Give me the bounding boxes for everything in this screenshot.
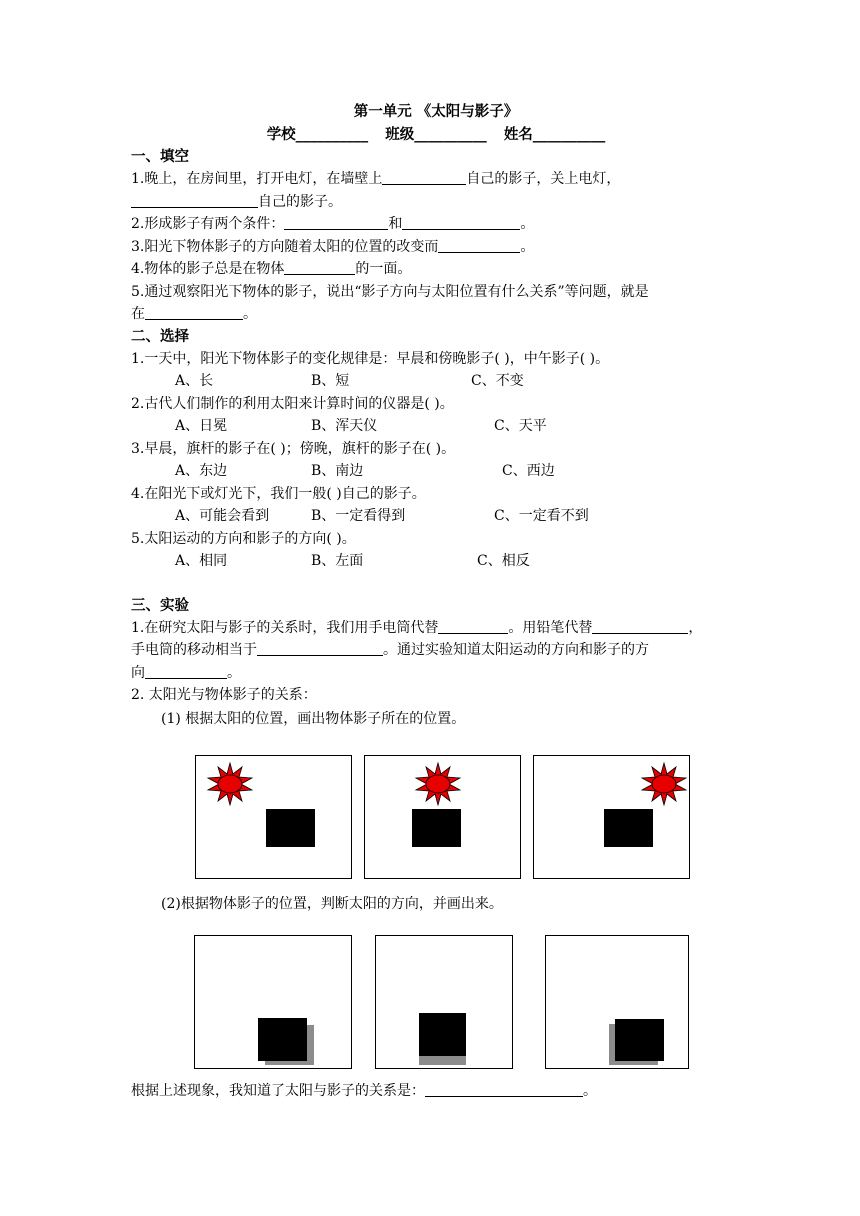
spacer	[131, 573, 741, 595]
fill-q3-text: 3.阳光下物体影子的方向随着太阳的位置的改变而	[131, 238, 439, 255]
blank	[425, 1082, 583, 1097]
exp-q1-text: 1.在研究太阳与影子的关系时，我们用手电筒代替	[131, 619, 439, 636]
exp-q1-line1	[131, 617, 741, 640]
choice-q5-options	[131, 550, 741, 573]
fill-q3	[131, 236, 741, 259]
exp-q2: 2. 太阳光与物体影子的关系：	[131, 687, 317, 703]
class-field: 班级__________	[385, 126, 487, 143]
option: A、可能会看到	[175, 508, 270, 524]
choice-q4: 4.在阳光下或灯光下，我们一般( )自己的影子。	[131, 485, 426, 502]
fill-q1-text: 1.晚上，在房间里，打开电灯，在墙壁上	[131, 171, 383, 187]
conclusion-line	[131, 1080, 597, 1102]
object-block	[258, 1018, 307, 1061]
blank	[284, 260, 355, 275]
exp-q1-text: ，	[688, 619, 703, 636]
blank	[284, 215, 388, 230]
fill-q4-text: 的一面。	[355, 261, 412, 277]
option: A、日冕	[175, 418, 228, 434]
option: B、左面	[311, 553, 364, 569]
fill-q2-text: 和	[388, 216, 403, 232]
option: C、一定看不到	[494, 508, 589, 524]
sun-icon	[414, 762, 462, 806]
option: C、不变	[471, 373, 524, 389]
section-heading-experiment: 三、实验	[131, 596, 189, 614]
exp-q1-line2	[131, 639, 741, 662]
sun-disk	[426, 775, 450, 793]
option: C、天平	[494, 418, 547, 434]
section-heading-fill: 一、填空	[131, 148, 189, 165]
blank	[592, 619, 688, 634]
option: C、西边	[502, 463, 555, 479]
option: C、相反	[477, 553, 530, 569]
option: B、南边	[311, 463, 364, 479]
blank	[145, 305, 243, 320]
choice-q3: 3.早晨，旗杆的影子在( )；傍晚，旗杆的影子在( )。	[131, 440, 456, 457]
exp-q2-sub1: (1) 根据太阳的位置，画出物体影子所在的位置。	[161, 710, 466, 727]
object-block	[419, 1013, 466, 1056]
drawing-box-sun-left[interactable]	[195, 755, 352, 879]
option: B、一定看得到	[311, 508, 406, 524]
conclusion-text: 。	[583, 1083, 597, 1099]
choice-q3-options	[131, 460, 741, 483]
option: A、长	[175, 373, 214, 389]
fill-q2-text: 。	[520, 216, 535, 232]
sun-disk	[652, 775, 676, 793]
fill-q1-text: 自己的影子。	[258, 193, 342, 210]
fill-q5-line1	[131, 281, 741, 304]
fill-q4-text: 4.物体的影子总是在物体	[131, 261, 285, 277]
option: B、浑天仪	[311, 418, 378, 434]
drawing-box-sun-top[interactable]	[364, 755, 521, 879]
fill-q1-text: 自己的影子，关上电灯，	[466, 171, 621, 187]
choice-q2-options	[131, 415, 741, 438]
choice-q2: 2.古代人们制作的利用太阳来计算时间的仪器是( )。	[131, 395, 454, 412]
blank	[382, 170, 466, 185]
object-block	[412, 809, 461, 847]
fill-q5-text: 5.通过观察阳光下物体的影子，说出“影子方向与太阳位置有什么关系”等问题，就是	[131, 283, 649, 300]
name-field: 姓名__________	[503, 126, 606, 143]
fill-q5-text: 。	[243, 306, 257, 322]
blank	[131, 193, 258, 208]
option: B、短	[311, 373, 350, 389]
blank	[402, 215, 520, 230]
exp-q1-line3	[131, 662, 741, 685]
object-block	[615, 1019, 664, 1061]
object-block	[266, 809, 315, 847]
fill-q4	[131, 258, 741, 281]
exp-q1-text: 。用铅笔代替	[508, 619, 593, 636]
exp-q1-text: 。	[227, 664, 241, 681]
page-title: 第一单元 《太阳与影子》	[353, 103, 519, 120]
choice-q5: 5.太阳运动的方向和影子的方向( )。	[131, 530, 356, 547]
drawing-box-shadow-right[interactable]	[194, 935, 352, 1069]
drawing-box-shadow-bottom[interactable]	[375, 935, 513, 1069]
option: A、相同	[175, 553, 228, 569]
blank	[145, 664, 227, 679]
choice-q4-options	[131, 505, 741, 528]
school-field: 学校__________	[266, 126, 369, 143]
exp-q1-text: 。通过实验知道太阳运动的方向和影子的方	[383, 642, 649, 658]
fill-q1-line1	[131, 168, 741, 191]
fill-q2	[131, 213, 741, 236]
option: A、东边	[175, 463, 228, 479]
blank	[438, 619, 508, 634]
choice-q1: 1.一天中，阳光下物体影子的变化规律是：早晨和傍晚影子( )，中午影子( )。	[131, 350, 610, 367]
blank	[438, 238, 520, 253]
sun-disk	[218, 775, 242, 793]
exp-q2-sub2: (2)根据物体影子的位置，判断太阳的方向，并画出来。	[161, 896, 503, 912]
fill-q5-text: 在	[131, 306, 145, 322]
sun-icon	[206, 762, 254, 806]
section-heading-choice: 二、选择	[131, 327, 189, 345]
sun-icon	[640, 762, 688, 806]
exp-q1-text: 向	[131, 664, 145, 681]
worksheet	[131, 100, 741, 731]
exp-q1-text: 手电筒的移动相当于	[131, 642, 257, 658]
drawing-box-sun-right[interactable]	[533, 755, 690, 879]
fill-q2-text: 2.形成影子有两个条件：	[131, 216, 285, 232]
drawing-box-shadow-left[interactable]	[545, 935, 689, 1069]
fill-q1-line2	[131, 191, 741, 214]
choice-q1-options	[131, 370, 741, 393]
object-block	[604, 809, 653, 847]
conclusion-text: 根据上述现象，我知道了太阳与影子的关系是：	[131, 1083, 425, 1099]
fill-q3-text: 。	[520, 238, 535, 255]
student-info	[131, 124, 741, 146]
fill-q5-line2	[131, 303, 741, 326]
blank	[257, 641, 383, 656]
